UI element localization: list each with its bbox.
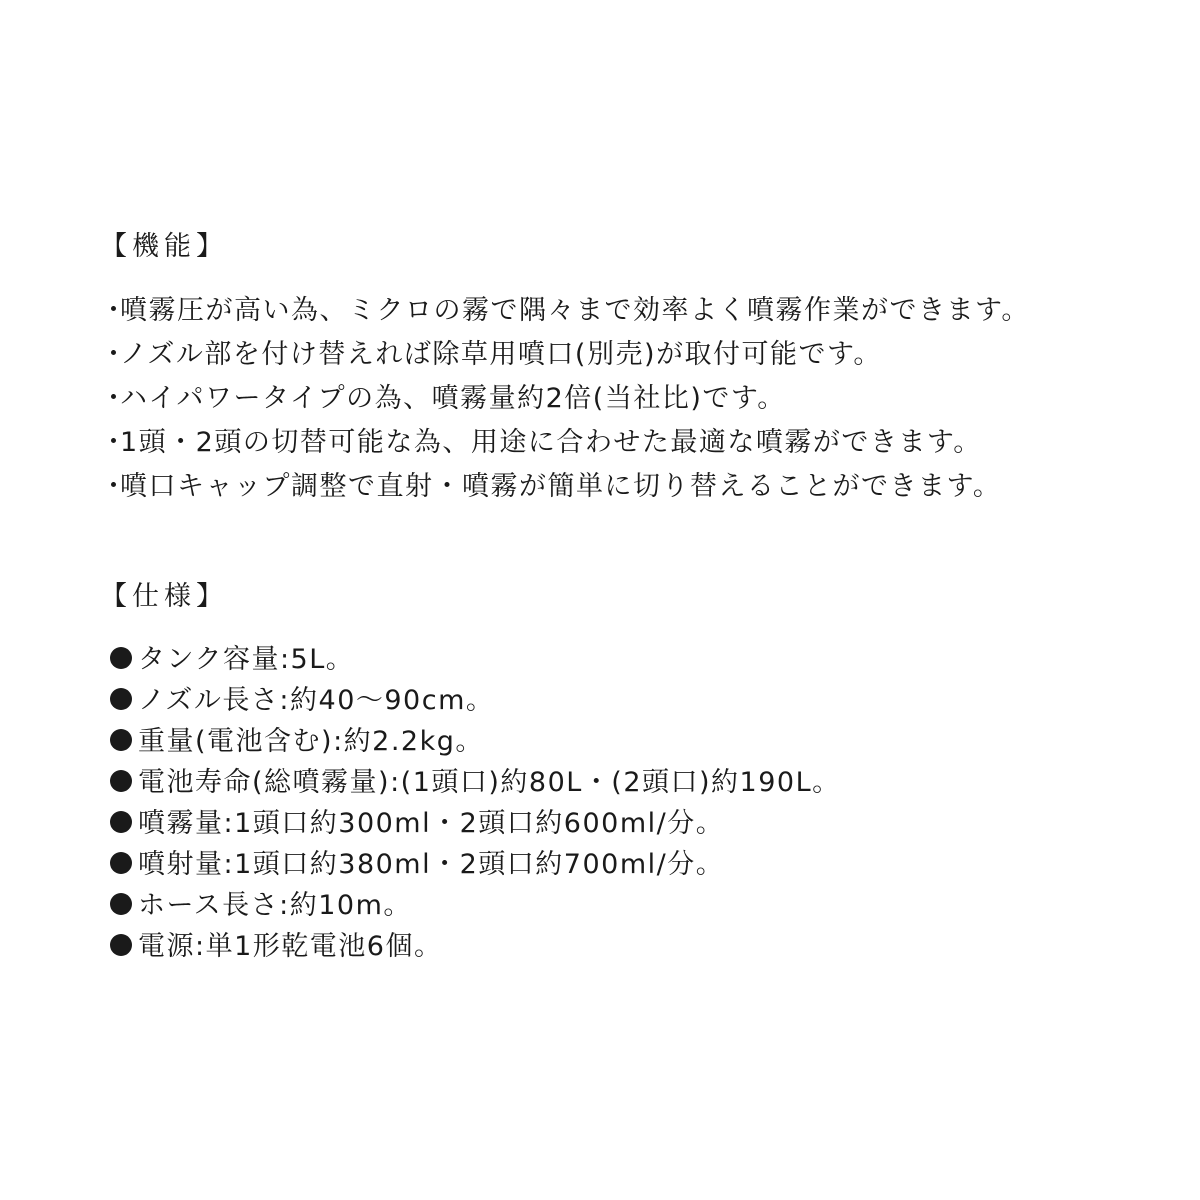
spec-item (110, 639, 841, 680)
filled-circle-icon (110, 770, 132, 792)
spec-text: 噴射量:1頭口約380ml・2頭口約700ml/分。 (138, 849, 725, 880)
filled-circle-icon (110, 893, 132, 915)
spec-item (110, 885, 841, 926)
features-section (100, 225, 1030, 509)
spec-item (110, 844, 841, 885)
feature-item (100, 333, 1030, 377)
feature-item (100, 289, 1030, 333)
filled-circle-icon (110, 688, 132, 710)
spec-item (110, 762, 841, 803)
spec-text: ノズル長さ:約40〜90cm。 (138, 685, 495, 716)
dot-bullet: ・ (100, 383, 129, 414)
feature-text: 噴霧圧が高い為、ミクロの霧で隅々まで効率よく噴霧作業ができます。 (120, 295, 1030, 326)
spec-item (110, 926, 841, 967)
feature-item (100, 421, 1030, 465)
filled-circle-icon (110, 729, 132, 751)
feature-text: 1頭・2頭の切替可能な為、用途に合わせた最適な噴霧ができます。 (120, 427, 982, 458)
dot-bullet: ・ (100, 295, 129, 326)
dot-bullet: ・ (100, 471, 129, 502)
feature-item (100, 377, 1030, 421)
spec-text: 電池寿命(総噴霧量):(1頭口)約80L・(2頭口)約190L。 (138, 767, 841, 798)
spec-text: タンク容量:5L。 (138, 644, 355, 675)
spec-text: 電源:単1形乾電池6個。 (138, 931, 443, 962)
spec-text: 噴霧量:1頭口約300ml・2頭口約600ml/分。 (138, 808, 725, 839)
features-list (100, 289, 1030, 509)
spec-item (110, 721, 841, 762)
dot-bullet: ・ (100, 339, 129, 370)
filled-circle-icon (110, 647, 132, 669)
feature-text: 噴口キャップ調整で直射・噴霧が簡単に切り替えることができます。 (120, 471, 1002, 502)
filled-circle-icon (110, 811, 132, 833)
specs-heading: 【仕様】 (100, 581, 228, 612)
dot-bullet: ・ (100, 427, 129, 458)
specs-list (100, 639, 841, 967)
specs-section (100, 575, 841, 967)
filled-circle-icon (110, 934, 132, 956)
features-heading: 【機能】 (100, 231, 228, 262)
filled-circle-icon (110, 852, 132, 874)
feature-text: ハイパワータイプの為、噴霧量約2倍(当社比)です。 (120, 383, 786, 414)
spec-text: ホース長さ:約10m。 (138, 890, 412, 921)
feature-text: ノズル部を付け替えれば除草用噴口(別売)が取付可能です。 (120, 339, 882, 370)
spec-item (110, 680, 841, 721)
feature-item (100, 465, 1030, 509)
spec-item (110, 803, 841, 844)
spec-text: 重量(電池含む):約2.2kg。 (138, 726, 484, 757)
